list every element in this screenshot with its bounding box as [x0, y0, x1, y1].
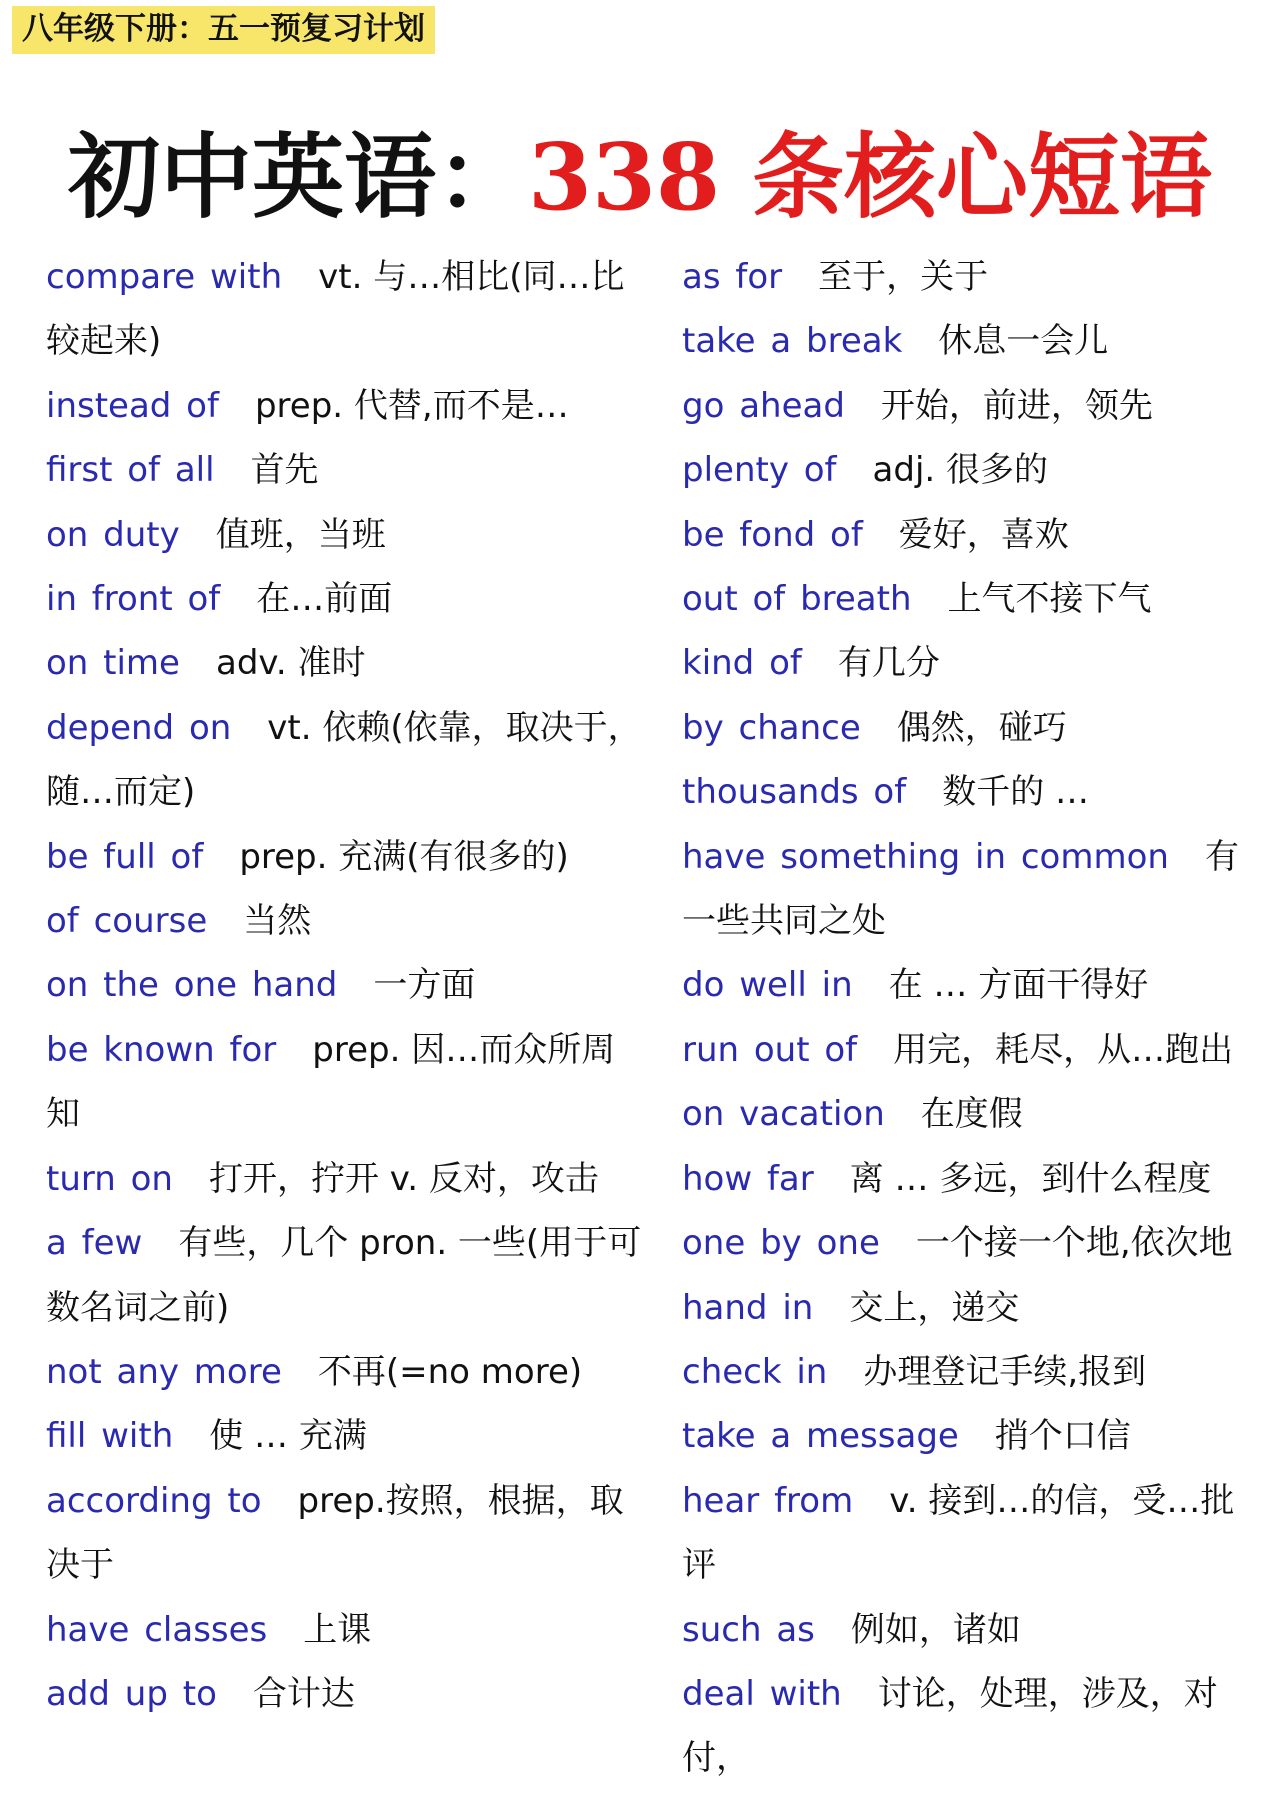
phrase-entry: [682, 1082, 1262, 1146]
phrase-meaning: 偶然，碰巧: [896, 707, 1067, 748]
phrase-entry: [46, 1147, 646, 1211]
phrase-meaning: vt. 与…相比(同…比较起来): [46, 257, 625, 362]
phrase-meaning: 数千的 …: [942, 772, 1090, 813]
phrase-meaning: 上课: [303, 1609, 372, 1650]
phrase-entry: [682, 1211, 1262, 1275]
phrase-english: according to: [46, 1480, 262, 1521]
phrase-meaning: 讨论，处理，涉及，对付，: [682, 1673, 1218, 1779]
phrase-entry: [682, 438, 1262, 502]
phrase-entry: [46, 1662, 646, 1726]
phrase-meaning: 在…前面: [256, 579, 393, 620]
phrase-meaning: 一个接一个地,依次地: [915, 1223, 1233, 1264]
phrase-english: such as: [682, 1609, 815, 1650]
phrase-meaning: 交上，递交: [849, 1287, 1020, 1328]
phrase-entry: [682, 1340, 1262, 1404]
phrase-meaning: 在度假: [920, 1094, 1023, 1135]
phrase-english: take a break: [682, 321, 903, 362]
phrase-english: not any more: [46, 1351, 282, 1392]
title-main: 初中英语：: [67, 123, 528, 231]
phrase-meaning: v. 接到…的信，受…批评: [682, 1480, 1235, 1586]
phrase-entry: [682, 1276, 1262, 1340]
phrase-entry: [682, 1404, 1262, 1468]
phrase-meaning: 首先: [250, 450, 319, 491]
phrase-meaning: 不再(=no more): [317, 1351, 583, 1392]
phrase-entry: [46, 1018, 646, 1147]
phrase-english: run out of: [682, 1029, 858, 1070]
phrase-english: check in: [682, 1351, 828, 1392]
phrase-entry: [682, 1662, 1262, 1791]
phrase-entry: [46, 889, 646, 953]
phrase-meaning: 休息一会儿: [938, 321, 1109, 362]
phrase-entry: [46, 374, 646, 438]
phrase-english: be known for: [46, 1029, 277, 1070]
phrase-english: out of breath: [682, 579, 912, 620]
phrase-entry: [682, 825, 1262, 954]
phrase-meaning: 有些，几个 pron. 一些(用于可数名词之前): [46, 1223, 642, 1328]
phrase-entry: [682, 1469, 1262, 1598]
phrase-english: hand in: [682, 1287, 814, 1328]
phrase-entry: [46, 567, 646, 631]
phrase-english: as for: [682, 257, 783, 297]
phrase-entry: [46, 1469, 646, 1598]
phrase-entry: [46, 245, 646, 374]
phrase-english: on the one hand: [46, 965, 338, 1006]
phrase-meaning: 当然: [243, 901, 312, 942]
phrase-meaning: 办理登记手续,报到: [863, 1351, 1147, 1392]
phrase-english: deal with: [682, 1673, 842, 1714]
phrase-entry: [46, 1598, 646, 1662]
phrase-meaning: 在 … 方面干得好: [888, 965, 1149, 1006]
phrase-meaning: 用完，耗尽，从…跑出: [893, 1029, 1234, 1070]
phrase-english: take a message: [682, 1416, 959, 1457]
phrase-english: how far: [682, 1158, 814, 1199]
phrase-entry: [682, 1018, 1262, 1082]
phrase-english: on duty: [46, 514, 180, 555]
phrase-meaning: 一方面: [373, 965, 476, 1006]
phrase-english: depend on: [46, 707, 232, 748]
phrase-english: go ahead: [682, 385, 845, 426]
phrase-entry: [46, 1340, 646, 1404]
phrase-entry: [46, 503, 646, 567]
phrase-entry: [682, 696, 1262, 760]
phrase-meaning: 离 … 多远，到什么程度: [849, 1158, 1212, 1199]
phrase-meaning: vt. 依赖(依靠，取决于，随…而定): [46, 707, 642, 813]
phrase-entry: [682, 503, 1262, 567]
phrase-meaning: prep. 充满(有很多的): [239, 836, 569, 877]
phrase-meaning: 上气不接下气: [947, 579, 1152, 620]
phrase-entry: [682, 1147, 1262, 1211]
phrase-english: compare with: [46, 257, 283, 297]
phrase-meaning: prep.按照，根据，取决于: [46, 1480, 624, 1586]
phrase-english: be full of: [46, 836, 204, 877]
phrase-english: kind of: [682, 643, 802, 684]
header-tag: 八年级下册：五一预复习计划: [12, 6, 435, 54]
phrase-meaning: prep. 因…而众所周知: [46, 1029, 616, 1135]
phrase-english: thousands of: [682, 772, 907, 813]
phrase-english: have classes: [46, 1609, 268, 1650]
phrase-english: do well in: [682, 965, 853, 1006]
phrase-english: in front of: [46, 579, 221, 620]
phrase-entry: [682, 245, 1262, 309]
phrase-entry: [46, 1404, 646, 1468]
phrase-meaning: prep. 代替,而不是…: [254, 385, 569, 426]
title-highlight: 338 条核心短语: [527, 123, 1213, 231]
phrase-entry: [682, 953, 1262, 1017]
phrase-meaning: 使 … 充满: [209, 1416, 367, 1457]
phrase-english: add up to: [46, 1673, 217, 1714]
left-phrase-column: [46, 245, 646, 1726]
phrase-english: on time: [46, 643, 180, 684]
phrase-english: of course: [46, 901, 208, 942]
right-phrase-column: [682, 245, 1262, 1791]
page-title: [0, 122, 1280, 232]
phrase-entry: [682, 1598, 1262, 1662]
phrase-meaning: 捎个口信: [994, 1416, 1131, 1457]
phrase-entry: [682, 374, 1262, 438]
phrase-meaning: 合计达: [252, 1673, 355, 1714]
phrase-entry: [682, 631, 1262, 695]
phrase-meaning: 有几分: [837, 643, 940, 684]
phrase-meaning: 开始，前进，领先: [880, 385, 1153, 426]
phrase-meaning: adv. 准时: [215, 643, 366, 684]
phrase-entry: [46, 696, 646, 825]
phrase-entry: [682, 760, 1262, 824]
phrase-meaning: adj. 很多的: [872, 450, 1049, 491]
phrase-english: fill with: [46, 1416, 174, 1457]
phrase-meaning: 有一些共同之处: [682, 836, 1239, 942]
phrase-english: be fond of: [682, 514, 863, 555]
phrase-english: one by one: [682, 1223, 880, 1264]
phrase-entry: [46, 825, 646, 889]
phrase-meaning: 例如，诸如: [850, 1609, 1021, 1650]
phrase-english: plenty of: [682, 450, 837, 491]
phrase-english: first of all: [46, 450, 215, 491]
phrase-english: on vacation: [682, 1094, 885, 1135]
phrase-meaning: 值班，当班: [215, 514, 386, 555]
phrase-meaning: 打开，拧开 v. 反对，攻击: [208, 1158, 599, 1199]
phrase-meaning: 至于，关于: [818, 257, 989, 297]
phrase-entry: [682, 567, 1262, 631]
phrase-entry: [46, 1211, 646, 1340]
phrase-english: hear from: [682, 1480, 854, 1521]
phrase-english: by chance: [682, 707, 861, 748]
phrase-entry: [46, 631, 646, 695]
phrase-entry: [682, 309, 1262, 373]
phrase-entry: [46, 953, 646, 1017]
phrase-entry: [46, 438, 646, 502]
phrase-meaning: 爱好，喜欢: [898, 514, 1069, 555]
phrase-english: a few: [46, 1223, 143, 1264]
phrase-english: instead of: [46, 385, 219, 426]
phrase-english: have something in common: [682, 836, 1169, 877]
phrase-english: turn on: [46, 1158, 173, 1199]
